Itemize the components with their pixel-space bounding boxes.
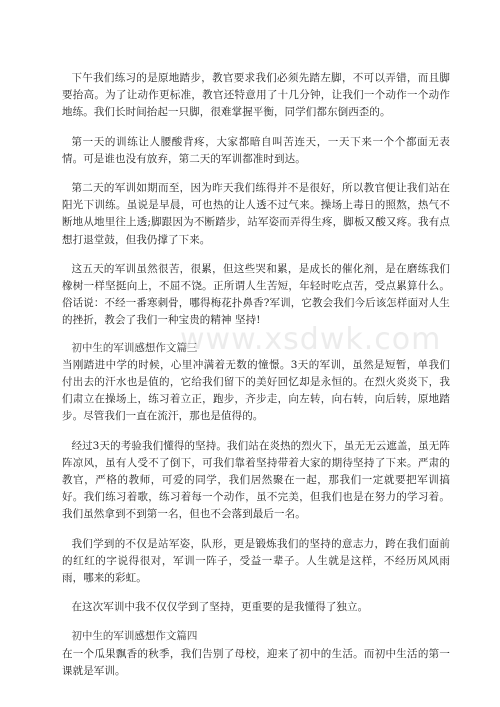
paragraph-9: 在一个瓜果飘香的秋季，我们告别了母校，迎来了初中的生活。而初中生活的第一课就是军训。 (62, 647, 450, 677)
document-body (62, 70, 450, 680)
paragraph-8: 在这次军训中我不仅仅学到了坚持，更重要的是我懂得了独立。 (71, 601, 369, 614)
paragraph-6: 经过3天的考验我们懂得的坚持。我们站在炎热的烈火下，虽无无云遮盖，虽无阵阵凉风，虽有人受不了倒下，可我们靠着坚持带着大家的期待坚持了下来。严肃的教官，严格的教师，可爱的同学，我们居然聚在一起，那我们一定就要把军训搞好。我们练习着歌，练习着每一个动作，虽不完美，但我们也是在努力的学习着。我们虽然拿到不到第一名，但也不会落到最后一名。 (62, 439, 450, 521)
section-heading-4: 初中生的军训感想作文篇四 (71, 630, 198, 643)
paragraph-4: 这五天的军训虽然很苦，很累，但这些哭和累，是成长的催化剂，是在磨练我们橡树一样坚挺向上，不屈不饶。正所谓人生苦短，年轻时吃点苦，受点累算什么。俗话说：不经一番寒刺骨，哪得梅花扑鼻香?军训，它教会我们今后该怎样面对人生的挫折，教会了我们一种宝贵的精神 坚持! (62, 262, 450, 327)
section-heading-3: 初中生的军训感想作文篇三 (71, 341, 198, 354)
paragraph-5: 当刚踏进中学的时候，心里冲满着无数的憧憬。3天的军训，虽然是短暂，单我们付出去的汗水也是值的，它给我们留下的美好回忆却是永恒的。在烈火炎炎下，我们肃立在操场上，练习着立正，跑步，齐步走，向左转，向右转，向后转，原地踏步。尽管我们一直在流汗，那也是值得的。 (62, 358, 450, 423)
paragraph-3: 第二天的军训如期而至，因为昨天我们练得并不是很好，所以教官便让我们站在阳光下训练。虽说是早晨，可也热的让人透不过气来。操场上毒日的照熬，热气不断地从地里往上透;脚跟因为不断踏步，站军姿而弄得生疼，脚板又酸又疼。我有点想打退堂鼓，但我仍撑了下来。 (62, 182, 450, 246)
watermark: www.xsdwk.com (180, 322, 442, 357)
paragraph-1: 下午我们练习的是原地踏步，教官要求我们必须先踏左脚，不可以弄错，而且脚要抬高。为了让动作更标准，教官还特意用了十几分钟，让我们一个动作一个动作地练。我们长时间抬起一只脚，很难掌握平衡，同学们都东倒西歪的。 (62, 72, 450, 119)
paragraph-7: 我们学到的不仅是站军姿，队形，更是锻炼我们的坚持的意志力，跨在我们面前的红红的字说得很对，军训一阵子，受益一辈子。人生就是这样，不经历风风雨雨，哪来的彩虹。 (62, 537, 450, 585)
paragraph-2: 第一天的训练让人腰酸背疼，大家都暗自叫苦连天，一天下来一个个都面无表情。可是谁也没有放弃，第二天的军训都准时到达。 (62, 135, 450, 165)
